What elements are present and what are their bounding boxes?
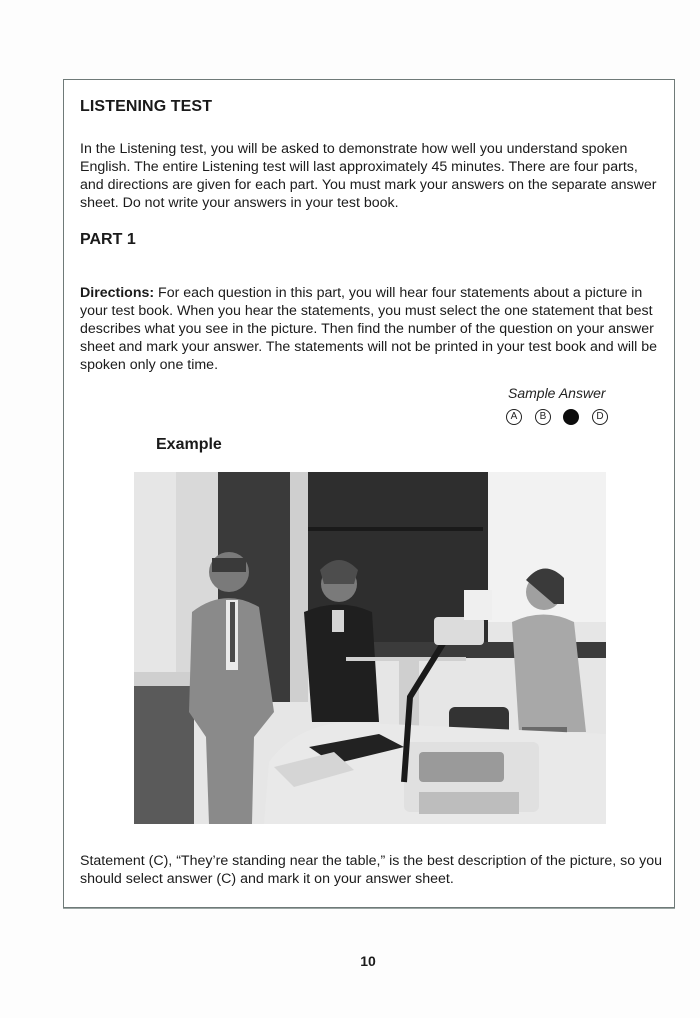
sample-answer-label: Sample Answer [508,385,606,401]
part-title: PART 1 [80,231,136,248]
answer-bubble-c-filled [563,409,579,425]
example-label: Example [156,436,222,453]
page-number: 10 [360,953,376,969]
directions-text: For each question in this part, you will hear four statements about a picture in your test book. When you hear the statements, you must select the one statement that best describes what you see in the picture. Then find the number of the question on your answer sheet and mark your answer. The statements will not be printed in your test book and will be spoken only one time. [80,285,658,373]
directions-paragraph [80,284,665,374]
listening-test-box [63,79,675,908]
answer-bubble-a: A [506,409,522,425]
intro-paragraph: In the Listening test, you will be asked to demonstrate how well you understand spoken English. The entire Listening test will last approximately 45 minutes. There are four parts, and directions are given for each part. You must mark your answers on the separate answer sheet. Do not write your answers in your test book. [80,141,657,211]
answer-bubble-b: B [535,409,551,425]
directions-label: Directions: [80,285,155,301]
section-title: LISTENING TEST [80,98,213,115]
answer-bubble-d: D [592,409,608,425]
example-photo [134,472,606,824]
example-statement-paragraph: Statement (C), “They’re standing near the table,” is the best description of the picture, so you should select answer (C) and mark it on your answer sheet. [80,853,662,887]
classroom-photo-illustration [134,472,606,824]
